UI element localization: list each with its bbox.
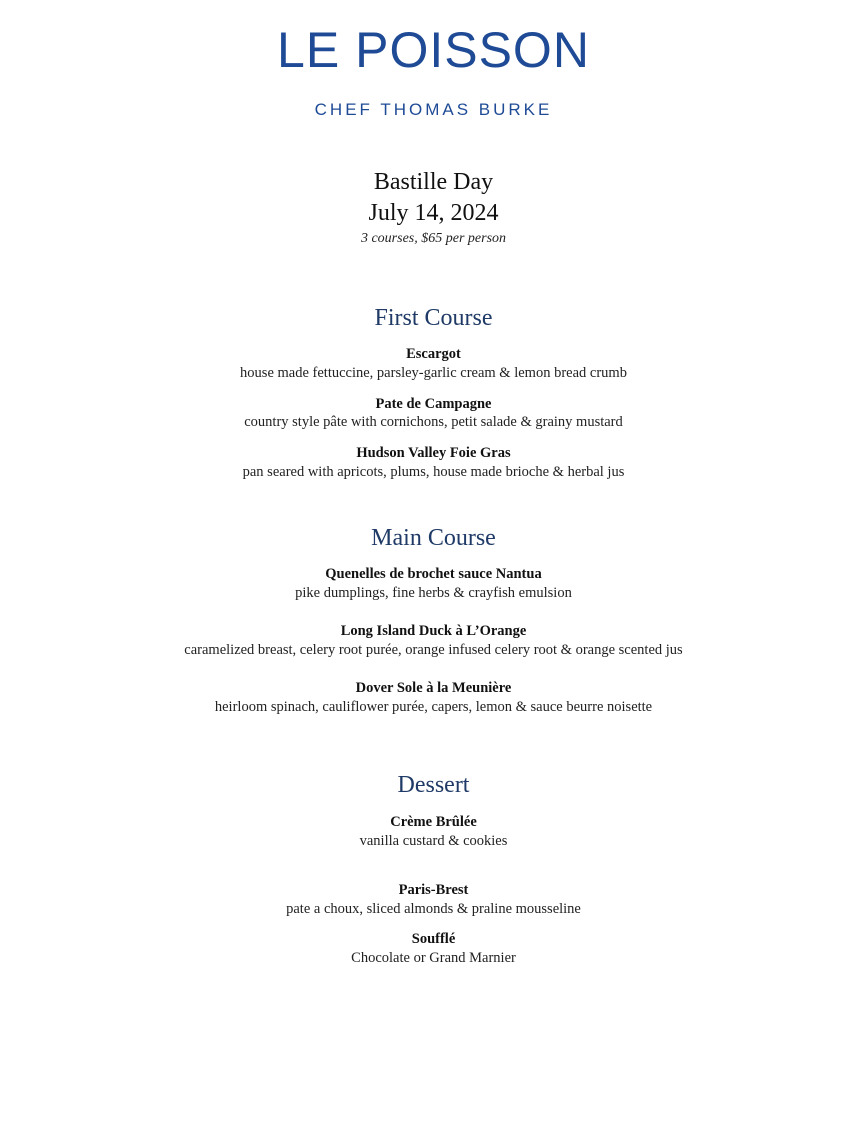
dish-description: heirloom spinach, cauliflower purée, capers, lemon & sauce beurre noisette: [214, 699, 653, 715]
dish-name: Soufflé: [411, 931, 456, 947]
dish-name: Quenelles de brochet sauce Nantua: [325, 566, 542, 582]
dish-description: pate a choux, sliced almonds & praline mousseline: [286, 901, 581, 917]
dish-description: caramelized breast, celery root purée, orange infused celery root & orange scented jus: [184, 642, 683, 658]
event-date: July 14, 2024: [368, 200, 499, 226]
dish-description: vanilla custard & cookies: [359, 833, 508, 849]
dish-name: Escargot: [406, 346, 461, 362]
dish-name: Pate de Campagne: [375, 396, 492, 412]
restaurant-logo: LE POISSON: [277, 22, 590, 78]
dish-name: Dover Sole à la Meunière: [355, 680, 512, 696]
dish-name: Paris-Brest: [398, 882, 469, 898]
dish-description: house made fettuccine, parsley-garlic cream & lemon bread crumb: [240, 365, 627, 381]
dish-description: Chocolate or Grand Marnier: [351, 950, 516, 966]
dish-name: Long Island Duck à L’Orange: [340, 623, 527, 639]
dish-name: Crème Brûlée: [390, 814, 477, 830]
section-title-dessert: Dessert: [397, 772, 470, 798]
event-title: Bastille Day: [373, 169, 494, 195]
dish-description: pike dumplings, fine herbs & crayfish emulsion: [295, 585, 572, 601]
price-note: 3 courses, $65 per person: [360, 231, 507, 246]
section-title-first-course: First Course: [374, 305, 493, 331]
section-title-main-course: Main Course: [371, 525, 496, 551]
dish-description: country style pâte with cornichons, petit salade & grainy mustard: [244, 414, 623, 430]
chef-name: CHEF THOMAS BURKE: [314, 100, 553, 119]
dish-description: pan seared with apricots, plums, house made brioche & herbal jus: [242, 464, 625, 480]
dish-name: Hudson Valley Foie Gras: [356, 445, 511, 461]
